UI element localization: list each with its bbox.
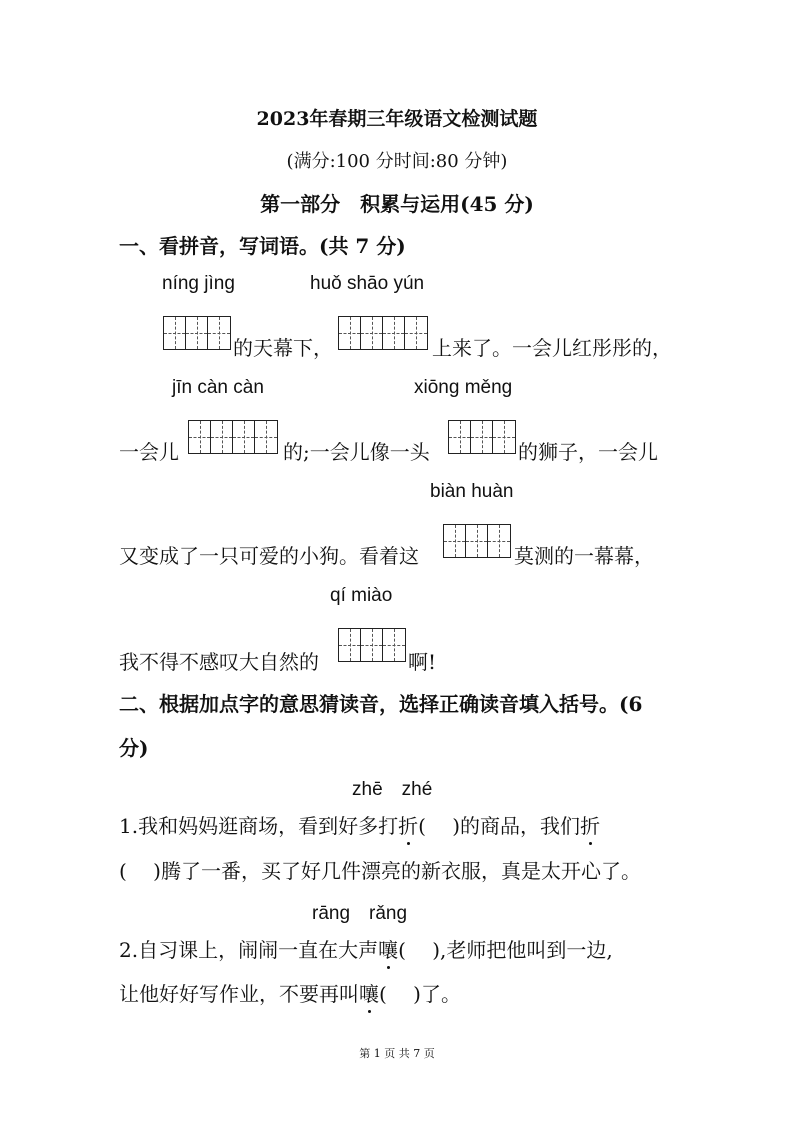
- passage-line1-a: 的天幕下，: [233, 336, 333, 360]
- answer-grid-ningjing[interactable]: [163, 316, 231, 350]
- part1-title: 第一部分 积累与运用(45 分): [260, 192, 534, 216]
- dotted-char-rang1: 嚷: [378, 934, 398, 963]
- dotted-char-zhe1: 折: [398, 810, 418, 839]
- q2-item2-blank2-text: ( )了。: [379, 982, 461, 1006]
- q2-heading-line2: 分): [119, 736, 149, 760]
- q2-item2-blank1-text: ( ),老师把他叫到一边,: [398, 938, 613, 962]
- pinyin-xiongmeng: xiōng měng: [414, 377, 513, 398]
- q2-item1-text-a: 1.我和妈妈逛商场，看到好多打: [119, 814, 399, 838]
- passage-line4-a: 我不得不感叹大自然的: [119, 650, 319, 674]
- passage-line4-b: 啊!: [408, 650, 437, 674]
- q2-item1-line2: ( )腾了一番，买了好几件漂亮的新衣服，真是太开心了。: [119, 859, 641, 883]
- dotted-char-zhe2: 折: [580, 810, 600, 839]
- answer-grid-huoshaoyun[interactable]: [338, 316, 428, 350]
- dotted-char-rang2: 嚷: [359, 978, 379, 1007]
- passage-line3-b: 莫测的一幕幕，: [514, 544, 654, 568]
- passage-line2-c: 的狮子，一会儿: [518, 440, 658, 464]
- q1-heading: 一、看拼音，写词语。(共 7 分): [119, 234, 406, 258]
- answer-grid-xiongmeng[interactable]: [448, 420, 516, 454]
- passage-line2-a: 一会儿: [119, 440, 179, 464]
- page-title: 2023年春期三年级语文检测试题: [256, 108, 538, 130]
- pinyin-ningjing: níng jìng: [162, 273, 235, 294]
- q2-item2-line1: [119, 934, 613, 963]
- q2-item1-line1: [119, 810, 600, 839]
- answer-grid-bianhuan[interactable]: [443, 524, 511, 558]
- q2-item2-line2: [119, 978, 461, 1007]
- passage-line1-b: 上来了。一会儿红彤彤的，: [432, 336, 672, 360]
- answer-grid-jincancan[interactable]: [188, 420, 278, 454]
- q2-item2-pinyin-options: rāng rǎng: [312, 903, 408, 924]
- passage-line2-b: 的;一会儿像一头: [283, 440, 430, 464]
- pinyin-bianhuan: biàn huàn: [430, 481, 514, 502]
- q2-item2-text-a: 2.自习课上，闹闹一直在大声: [119, 938, 379, 962]
- pinyin-huoshaoyun: huǒ shāo yún: [310, 273, 425, 294]
- q2-heading-line1: 二、根据加点字的意思猜读音，选择正确读音填入括号。(6: [119, 692, 643, 716]
- q2-item1-pinyin-options: zhē zhé: [352, 779, 433, 800]
- pinyin-qimiao: qí miào: [330, 585, 393, 606]
- q2-item1-blank1-text: ( )的商品，我们: [418, 814, 581, 838]
- score-time-info: (满分:100 分时间:80 分钟): [286, 151, 508, 172]
- page-number: 第 1 页 共 7 页: [359, 1047, 435, 1060]
- answer-grid-qimiao[interactable]: [338, 628, 406, 662]
- pinyin-jincancan: jīn càn càn: [172, 377, 264, 398]
- q2-item2-text-c: 让他好好写作业，不要再叫: [119, 982, 359, 1006]
- passage-line3-a: 又变成了一只可爱的小狗。看着这: [119, 544, 419, 568]
